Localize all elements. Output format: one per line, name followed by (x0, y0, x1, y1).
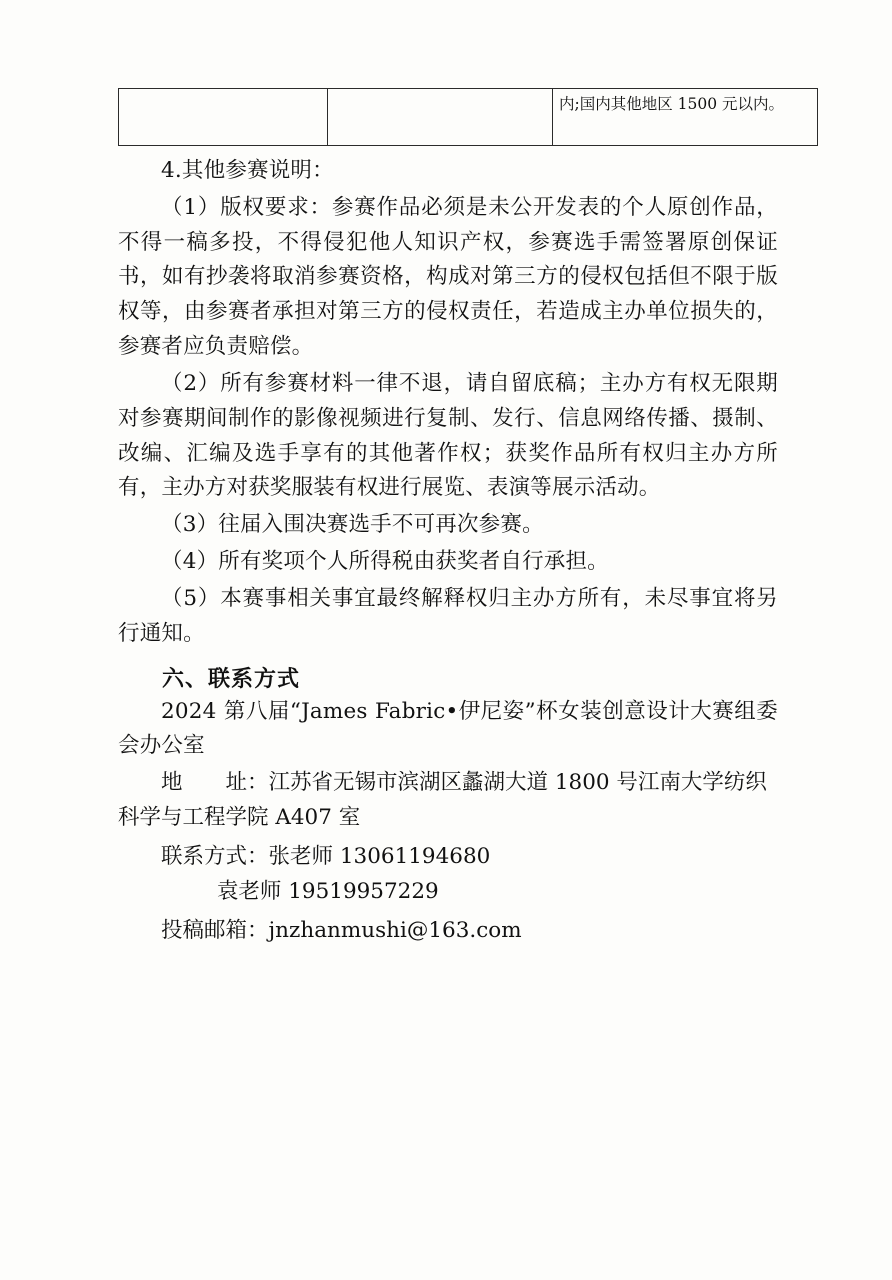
contact-teacher-zhang: 张老师 13061194680 (268, 843, 491, 869)
address-value: 江苏省无锡市滨湖区蠡湖大道 1800 号江南大学纺织科学与工程学院 A407 室 (118, 770, 767, 831)
address-label: 地 址： (161, 770, 269, 796)
email-line (118, 914, 778, 949)
table-cell-empty-2 (328, 89, 553, 146)
organizer-office: 2024 第八届“James Fabric•伊尼姿”杯女装创意设计大赛组委会办公室 (118, 698, 778, 759)
clause-4: （4）所有奖项个人所得税由获奖者自行承担。 (161, 549, 609, 575)
email-label: 投稿邮箱： (161, 917, 269, 943)
clause-3: （3）往届入围决赛选手不可再次参赛。 (161, 512, 544, 538)
section-4-title: 4.其他参赛说明： (161, 158, 334, 183)
table-fragment (118, 88, 818, 146)
address-line (118, 766, 778, 836)
table-cell-empty-1 (119, 89, 328, 146)
clause-1: （1）版权要求：参赛作品必须是未公开发表的个人原创作品，不得一稿多投，不得侵犯他人知识产权，参赛选手需签署原创保证书，如有抄袭将取消参赛资格，构成对第三方的侵权包括但不限于版权等，由参赛者承担对第三方的侵权责任，若造成主办单位损失的，参赛者应负责赔偿。 (118, 194, 778, 360)
contact-line-1 (118, 840, 778, 875)
contact-teacher-yuan: 袁老师 19519957229 (216, 878, 439, 904)
page-content (118, 88, 785, 948)
section-6-title: 六、联系方式 (162, 665, 301, 692)
clause-5: （5）本赛事相关事宜最终解释权归主办方所有，未尽事宜将另行通知。 (118, 585, 778, 646)
table-row (119, 89, 818, 146)
contact-line-2 (118, 875, 778, 910)
contact-label: 联系方式： (161, 843, 269, 869)
email-value: jnzhanmushi@163.com (268, 917, 522, 943)
clause-2: （2）所有参赛材料一律不退，请自留底稿；主办方有权无限期对参赛期间制作的影像视频进行复制、发行、信息网络传播、摄制、改编、汇编及选手享有的其他著作权；获奖作品所有权归主办方所有，主办方对获奖服装有权进行展览、表演等展示活动。 (118, 370, 778, 501)
table-cell-travel-limit: 内;国内其他地区 1500 元以内。 (553, 89, 818, 146)
